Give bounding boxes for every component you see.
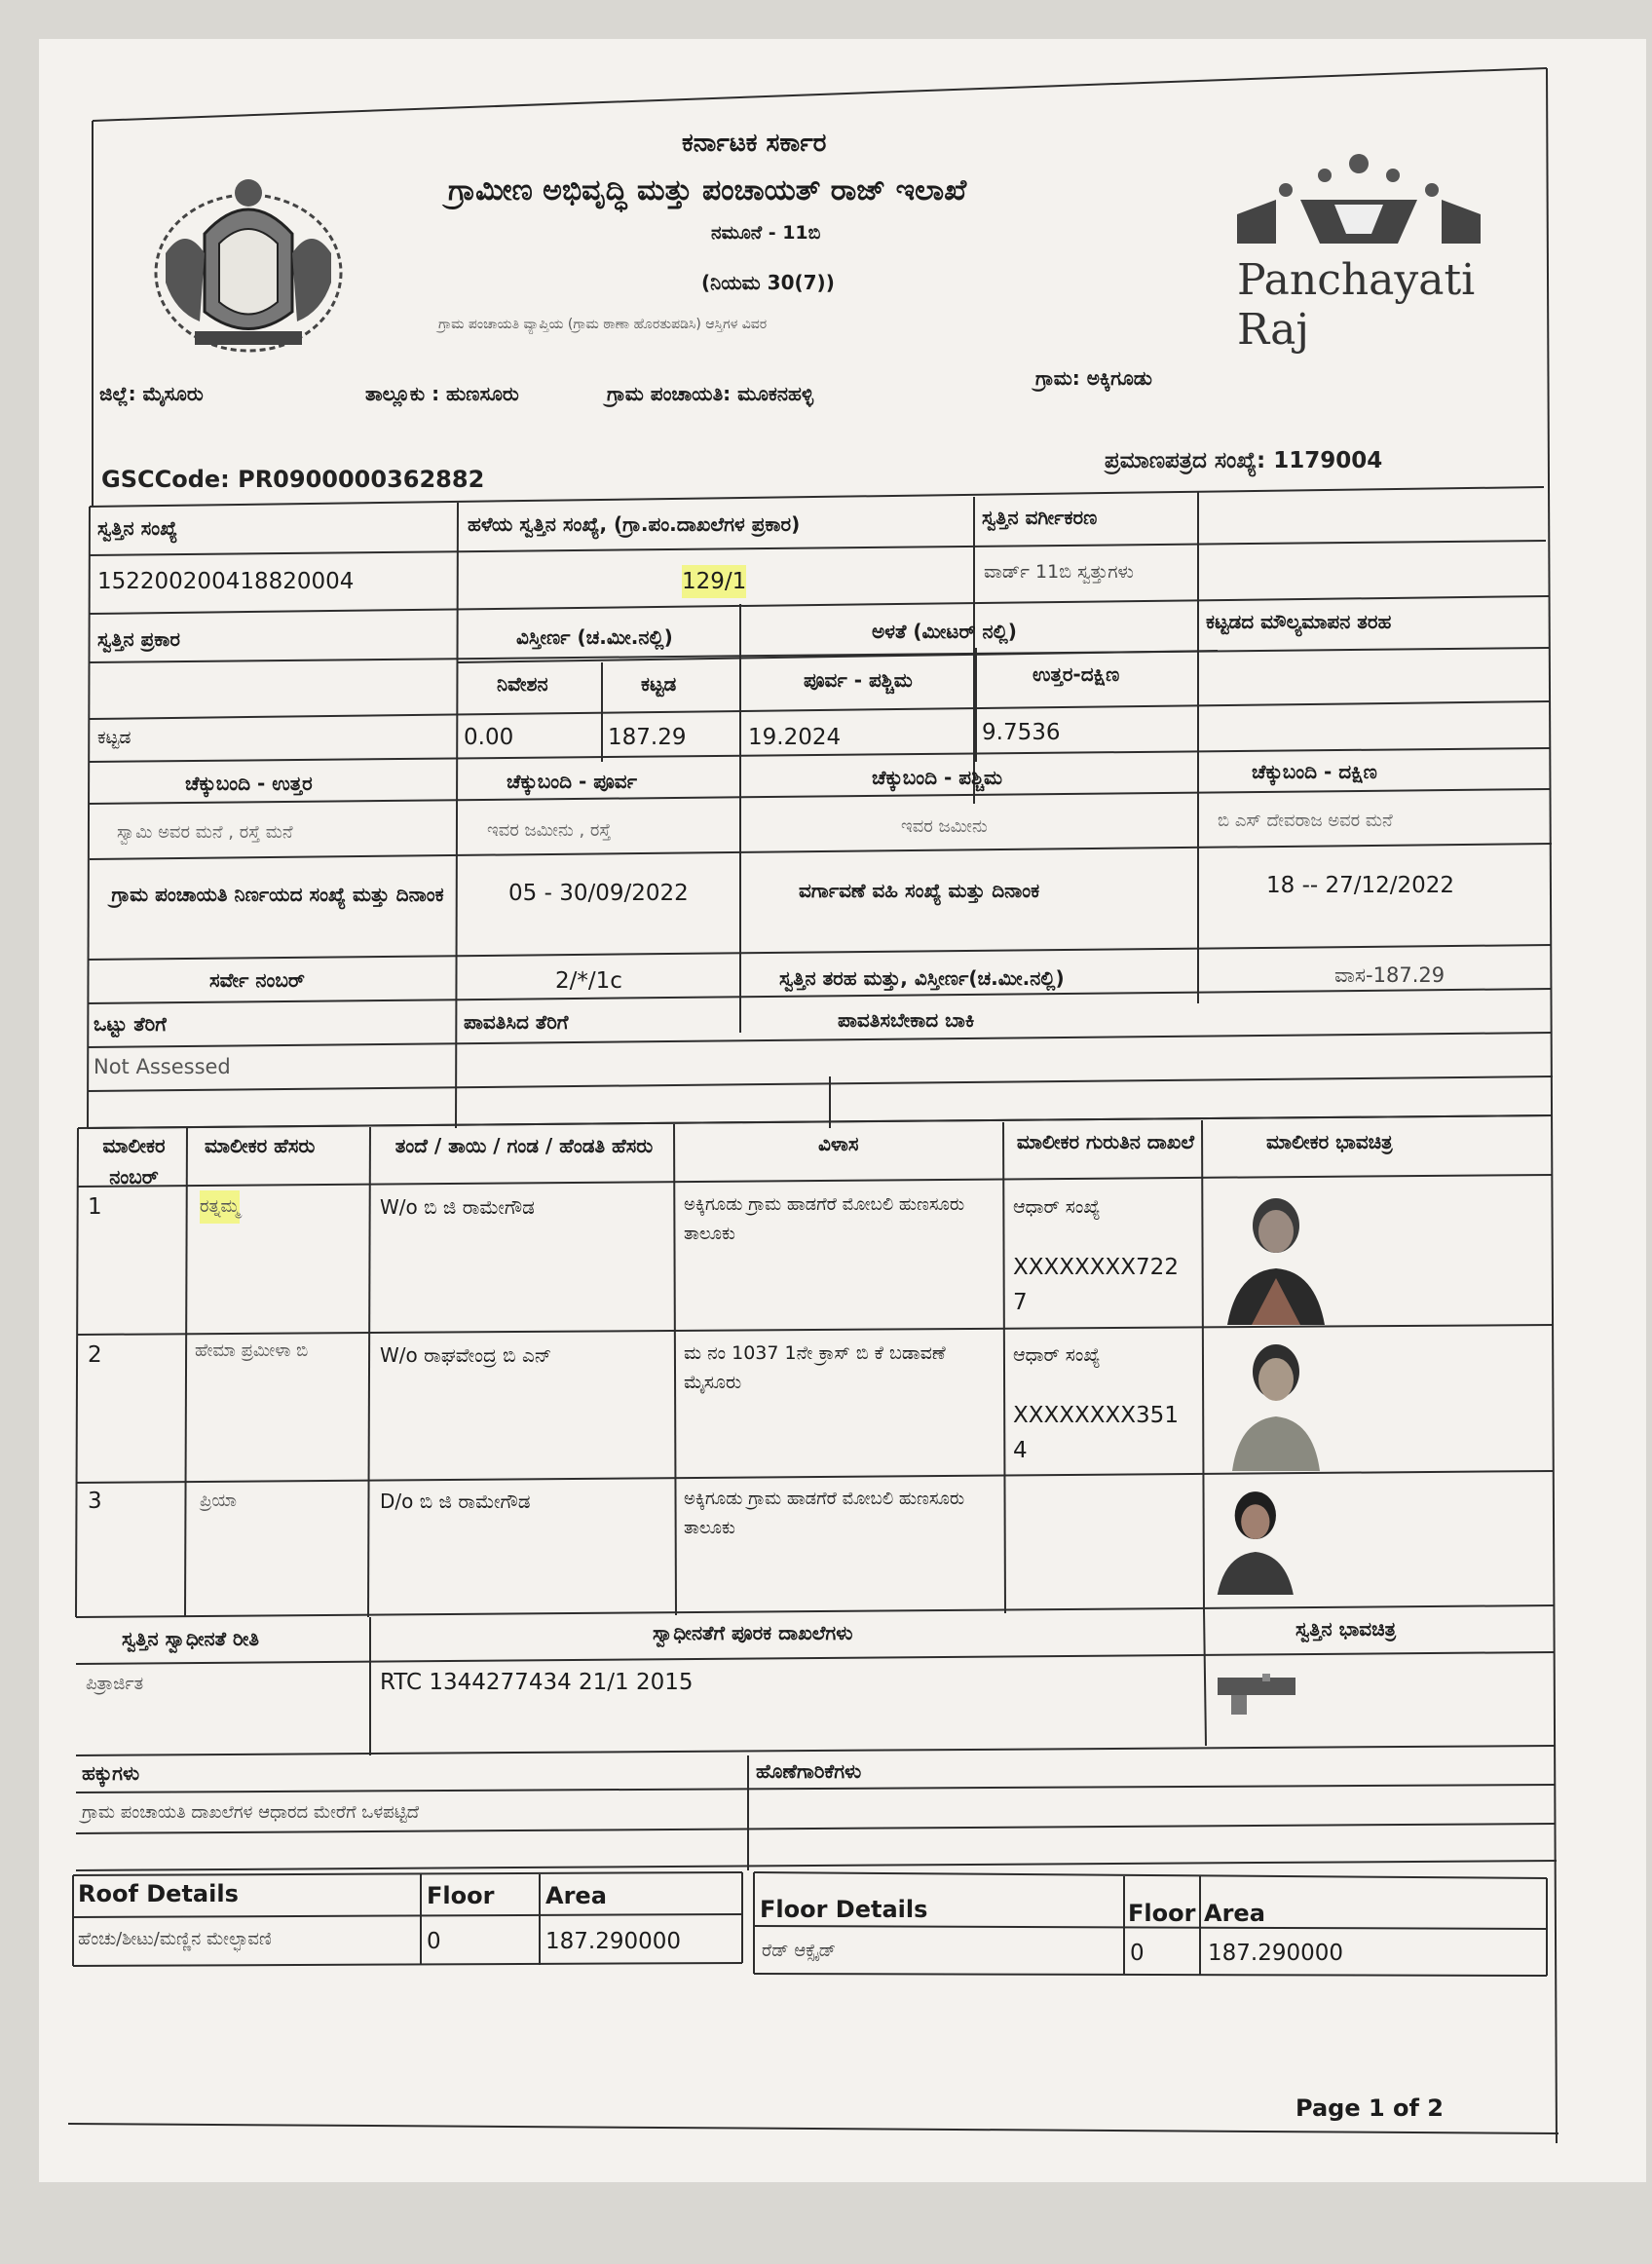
bound-south-header: ಚೆಕ್ಕುಬಂದಿ - ದಕ್ಷಿಣ (1252, 760, 1377, 783)
liabilities-header: ಹೊಣೆಗಾರಿಕೆಗಳು (756, 1759, 862, 1783)
village-label: ಗ್ರಾಮ: ಅಕ್ಕಿಗೂಡು (1035, 366, 1152, 390)
gp-resolution-header: ಗ್ರಾಮ ಪಂಚಾಯತಿ ನಿರ್ಣಯದ ಸಂಖ್ಯೆ ಮತ್ತು ದಿನಾಂಕ (111, 883, 444, 906)
roof-details-header: Roof Details (78, 1880, 239, 1907)
due-header: ಪಾವತಿಸಬೇಕಾದ ಬಾಕಿ (838, 1008, 975, 1032)
subtitle: ಗ್ರಾಮ ಪಂಚಾಯತಿ ವ್ಯಾಪ್ತಿಯ (ಗ್ರಾಮ ಠಾಣಾ ಹೊರತುಪಡಿಸಿ) ಆಸ್ತಿಗಳ ವಿವರ (438, 317, 768, 332)
owner-address: ಅಕ್ಕಿಗೂಡು ಗ್ರಾಮ ಹಾಡಗೆರೆ ಮೋಬಲಿ ಹುಣಸೂರು ತಾಲೂಕು (684, 1194, 965, 1244)
taluk-label: ತಾಲ್ಲೂಕು : ಹುಣಸೂರು (365, 382, 519, 405)
owner-no: 2 (88, 1342, 102, 1368)
owner-id-label: ಆಧಾರ್ ಸಂಖ್ಯೆ (1013, 1196, 1101, 1218)
floor-area-header: Area (1204, 1900, 1265, 1927)
page-number: Page 1 of 2 (1295, 2094, 1444, 2122)
owner-name: ಪ್ರಿಯಾ (200, 1490, 237, 1511)
roof-area-header: Area (545, 1882, 607, 1909)
east-west-value: 19.2024 (748, 725, 842, 750)
owner-id-value: XXXXXXXX722 (1013, 1255, 1179, 1280)
owner-id-label: ಆಧಾರ್ ಸಂಖ್ಯೆ (1013, 1344, 1101, 1366)
old-no-header: ಹಳೆಯ ಸ್ವತ್ತಿನ ಸಂಖ್ಯೆ, (ಗ್ರಾ.ಪಂ.ದಾಖಲೆಗಳ ಪ್ರಕಾರ) (468, 512, 801, 536)
site-header: ನಿವೇಶನ (497, 672, 548, 696)
old-no-value: 129/1 (682, 565, 746, 598)
building-header: ಕಟ್ಟಡ (641, 672, 677, 696)
gram-panchayat-label: ಗ್ರಾಮ ಪಂಚಾಯತಿ: ಮೂಕನಹಳ್ಳಿ (607, 382, 814, 405)
classification-header: ಸ್ವತ್ತಿನ ವರ್ಗೀಕರಣ (982, 506, 1098, 529)
bound-south-value: ಬಿ ಎಸ್ ದೇವರಾಜ ಅವರ ಮನೆ (1218, 811, 1393, 831)
gp-resolution-value: 05 - 30/09/2022 (508, 881, 689, 906)
owner-no: 1 (88, 1194, 102, 1220)
north-south-value: 9.7536 (982, 720, 1061, 745)
survey-header: ಸರ್ವೇ ನಂಬರ್ (209, 968, 305, 992)
roof-floor-value: 0 (427, 1929, 441, 1954)
nature-extent-header: ಸ್ವತ್ತಿನ ತರಹ ಮತ್ತು, ವಿಸ್ತೀರ್ಣ(ಚ.ಮೀ.ನಲ್ಲಿ) (779, 966, 1065, 990)
department-title: ಗ್ರಾಮೀಣ ಅಭಿವೃದ್ಧಿ ಮತ್ತು ಪಂಚಾಯತ್ ರಾಜ್ ಇಲಾಖೆ (448, 173, 967, 208)
floor-details-value: ರೆಡ್ ಆಕ್ಸೈಡ್ (762, 1941, 837, 1961)
owner-name-header: ಮಾಲೀಕರ ಹೆಸರು (205, 1134, 316, 1157)
ownership-mode-header: ಸ್ವತ್ತಿನ ಸ್ವಾಧೀನತೆ ರೀತಿ (122, 1627, 259, 1650)
roof-floor-header: Floor (427, 1882, 495, 1909)
owner-name: ರತ್ನಮ್ಮ (200, 1190, 240, 1224)
owner-address: ಅಕ್ಕಿಗೂಡು ಗ್ರಾಮ ಹಾಡಗೆರೆ ಮೋಬಲಿ ಹುಣಸೂರು ತಾಲೂಕು (684, 1489, 965, 1538)
ownership-docs-header: ಸ್ವಾಧೀನತೆಗೆ ಪೂರಕ ದಾಖಲೆಗಳು (653, 1621, 853, 1644)
property-photo-header: ಸ್ವತ್ತಿನ ಭಾವಚಿತ್ರ (1295, 1617, 1397, 1641)
certificate-number: ಪ್ರಮಾಣಪತ್ರದ ಸಂಖ್ಯೆ: 1179004 (1105, 448, 1383, 473)
document-page (39, 39, 1646, 2182)
extent-header: ವಿಸ್ತೀರ್ಣ (ಚ.ಮೀ.ನಲ್ಲಿ) (516, 625, 673, 649)
logo-text: Panchayati Raj (1237, 255, 1476, 355)
mutation-value: 18 -- 27/12/2022 (1266, 873, 1455, 898)
owner-address-header: ವಿಳಾಸ (818, 1132, 859, 1155)
owner-id-tail: 7 (1013, 1290, 1028, 1315)
ownership-docs-value: RTC 1344277434 21/1 2015 (380, 1670, 694, 1695)
property-photo (1218, 1668, 1325, 1726)
east-west-header: ಪೂರ್ವ - ಪಶ್ಚಿಮ (804, 668, 913, 692)
form-number: ನಮೂನೆ - 11ಬಿ (711, 222, 821, 244)
type-value: ಕಟ್ಟಡ (97, 727, 131, 748)
survey-value: 2/*/1c (555, 968, 622, 994)
roof-value: ಹೆಂಚು/ಶೀಟು/ಮಣ್ಣಿನ ಮೇಲ್ಛಾವಣಿ (78, 1929, 272, 1949)
bound-north-header: ಚೆಕ್ಕುಬಂದಿ - ಉತ್ತರ (185, 772, 313, 795)
owner-relation-header: ತಂದೆ / ತಾಯಿ / ಗಂಡ / ಹೆಂಡತಿ ಹೆಸರು (394, 1134, 654, 1157)
owner-address: ಮ ನಂ 1037 1ನೇ ಕ್ರಾಸ್ ಬಿ ಕೆ ಬಡಾವಣೆ ಮೈಸೂರು (684, 1342, 946, 1393)
state-title: ಕರ್ನಾಟಕ ಸರ್ಕಾರ (682, 129, 827, 158)
owner-photo (1218, 1335, 1333, 1471)
bound-north-value: ಸ್ವಾಮಿ ಅವರ ಮನೆ , ರಸ್ತೆ ಮನೆ (117, 822, 293, 843)
owner-id-header: ಮಾಲೀಕರ ಗುರುತಿನ ದಾಖಲೆ (1016, 1130, 1195, 1153)
building-value: 187.29 (608, 725, 687, 750)
roof-area-value: 187.290000 (545, 1929, 682, 1954)
bound-west-header: ಚೆಕ್ಕುಬಂದಿ - ಪಶ್ಚಿಮ (872, 766, 1003, 789)
north-south-header: ಉತ್ತರ-ದಕ್ಷಿಣ (1032, 662, 1120, 686)
bound-west-value: ಇವರ ಜಮೀನು (901, 816, 988, 837)
mutation-header: ವರ್ಗಾವಣೆ ವಹಿ ಸಂಖ್ಯೆ ಮತ್ತು ದಿನಾಂಕ (799, 879, 1040, 902)
floor-area-value: 187.290000 (1208, 1941, 1344, 1966)
paid-header: ಪಾವತಿಸಿದ ತೆರಿಗೆ (464, 1010, 569, 1034)
rights-header: ಹಕ್ಕುಗಳು (82, 1761, 140, 1785)
owner-relation: W/o ಬಿ ಜಿ ರಾಮೇಗೌಡ (380, 1195, 535, 1219)
district-label: ಜಿಲ್ಲೆ: ಮೈಸೂರು (99, 382, 204, 405)
ownership-mode-value: ಪಿತ್ರಾರ್ಜಿತ (86, 1674, 144, 1694)
property-no-header: ಸ್ವತ್ತಿನ ಸಂಖ್ಯೆ (97, 516, 178, 540)
property-no-value: 152200200418820004 (97, 569, 355, 594)
length-header: ಅಳತೆ (ಮೀಟರ್ ನಲ್ಲಿ) (872, 620, 1017, 643)
site-value: 0.00 (464, 725, 514, 750)
owner-name: ಹೇಮಾ ಪ್ರಮೀಳಾ ಬಿ (195, 1340, 309, 1361)
table-grid (39, 39, 1646, 2182)
floor-details-header: Floor Details (760, 1896, 928, 1923)
rights-value: ಗ್ರಾಮ ಪಂಚಾಯತಿ ದಾಖಲೆಗಳ ಆಧಾರದ ಮೇರೆಗೆ ಒಳಪಟ್ಟಿದೆ (82, 1802, 420, 1823)
valuation-header: ಕಟ್ಟಡದ ಮೌಲ್ಯಮಾಪನ ತರಹ (1206, 610, 1392, 633)
owner-photo (1218, 1189, 1333, 1325)
type-header: ಸ್ವತ್ತಿನ ಪ್ರಕಾರ (97, 627, 180, 651)
owner-photo-header: ಮಾಲೀಕರ ಭಾವಚಿತ್ರ (1266, 1130, 1393, 1153)
floor-floor-header: Floor (1128, 1900, 1196, 1927)
owner-id-value: XXXXXXXX351 (1013, 1403, 1179, 1428)
tax-header: ಒಟ್ಟು ತೆರಿಗೆ (94, 1012, 167, 1036)
owner-no-header: ಮಾಲೀಕರ ನಂಬರ್ (102, 1134, 166, 1189)
owner-relation: W/o ರಾಘವೇಂದ್ರ ಬಿ ಎನ್ (380, 1343, 552, 1367)
floor-floor-value: 0 (1130, 1941, 1145, 1966)
owner-photo (1208, 1481, 1301, 1598)
owner-no: 3 (88, 1489, 102, 1514)
owner-relation: D/o ಬಿ ಜಿ ರಾಮೇಗೌಡ (380, 1490, 531, 1513)
bound-east-value: ಇವರ ಜಮೀನು , ರಸ್ತೆ (487, 820, 612, 841)
rule-number: (ನಿಯಮ 30(7)) (701, 271, 835, 294)
tax-value: Not Assessed (94, 1055, 231, 1078)
gsc-code: GSCCode: PR0900000362882 (101, 466, 485, 493)
bound-east-header: ಚೆಕ್ಕುಬಂದಿ - ಪೂರ್ವ (507, 770, 638, 793)
nature-extent-value: ವಾಸ-187.29 (1334, 963, 1446, 987)
classification-value: ವಾರ್ಡ್ 11ಬಿ ಸ್ವತ್ತುಗಳು (984, 561, 1134, 583)
owner-id-tail: 4 (1013, 1438, 1028, 1463)
